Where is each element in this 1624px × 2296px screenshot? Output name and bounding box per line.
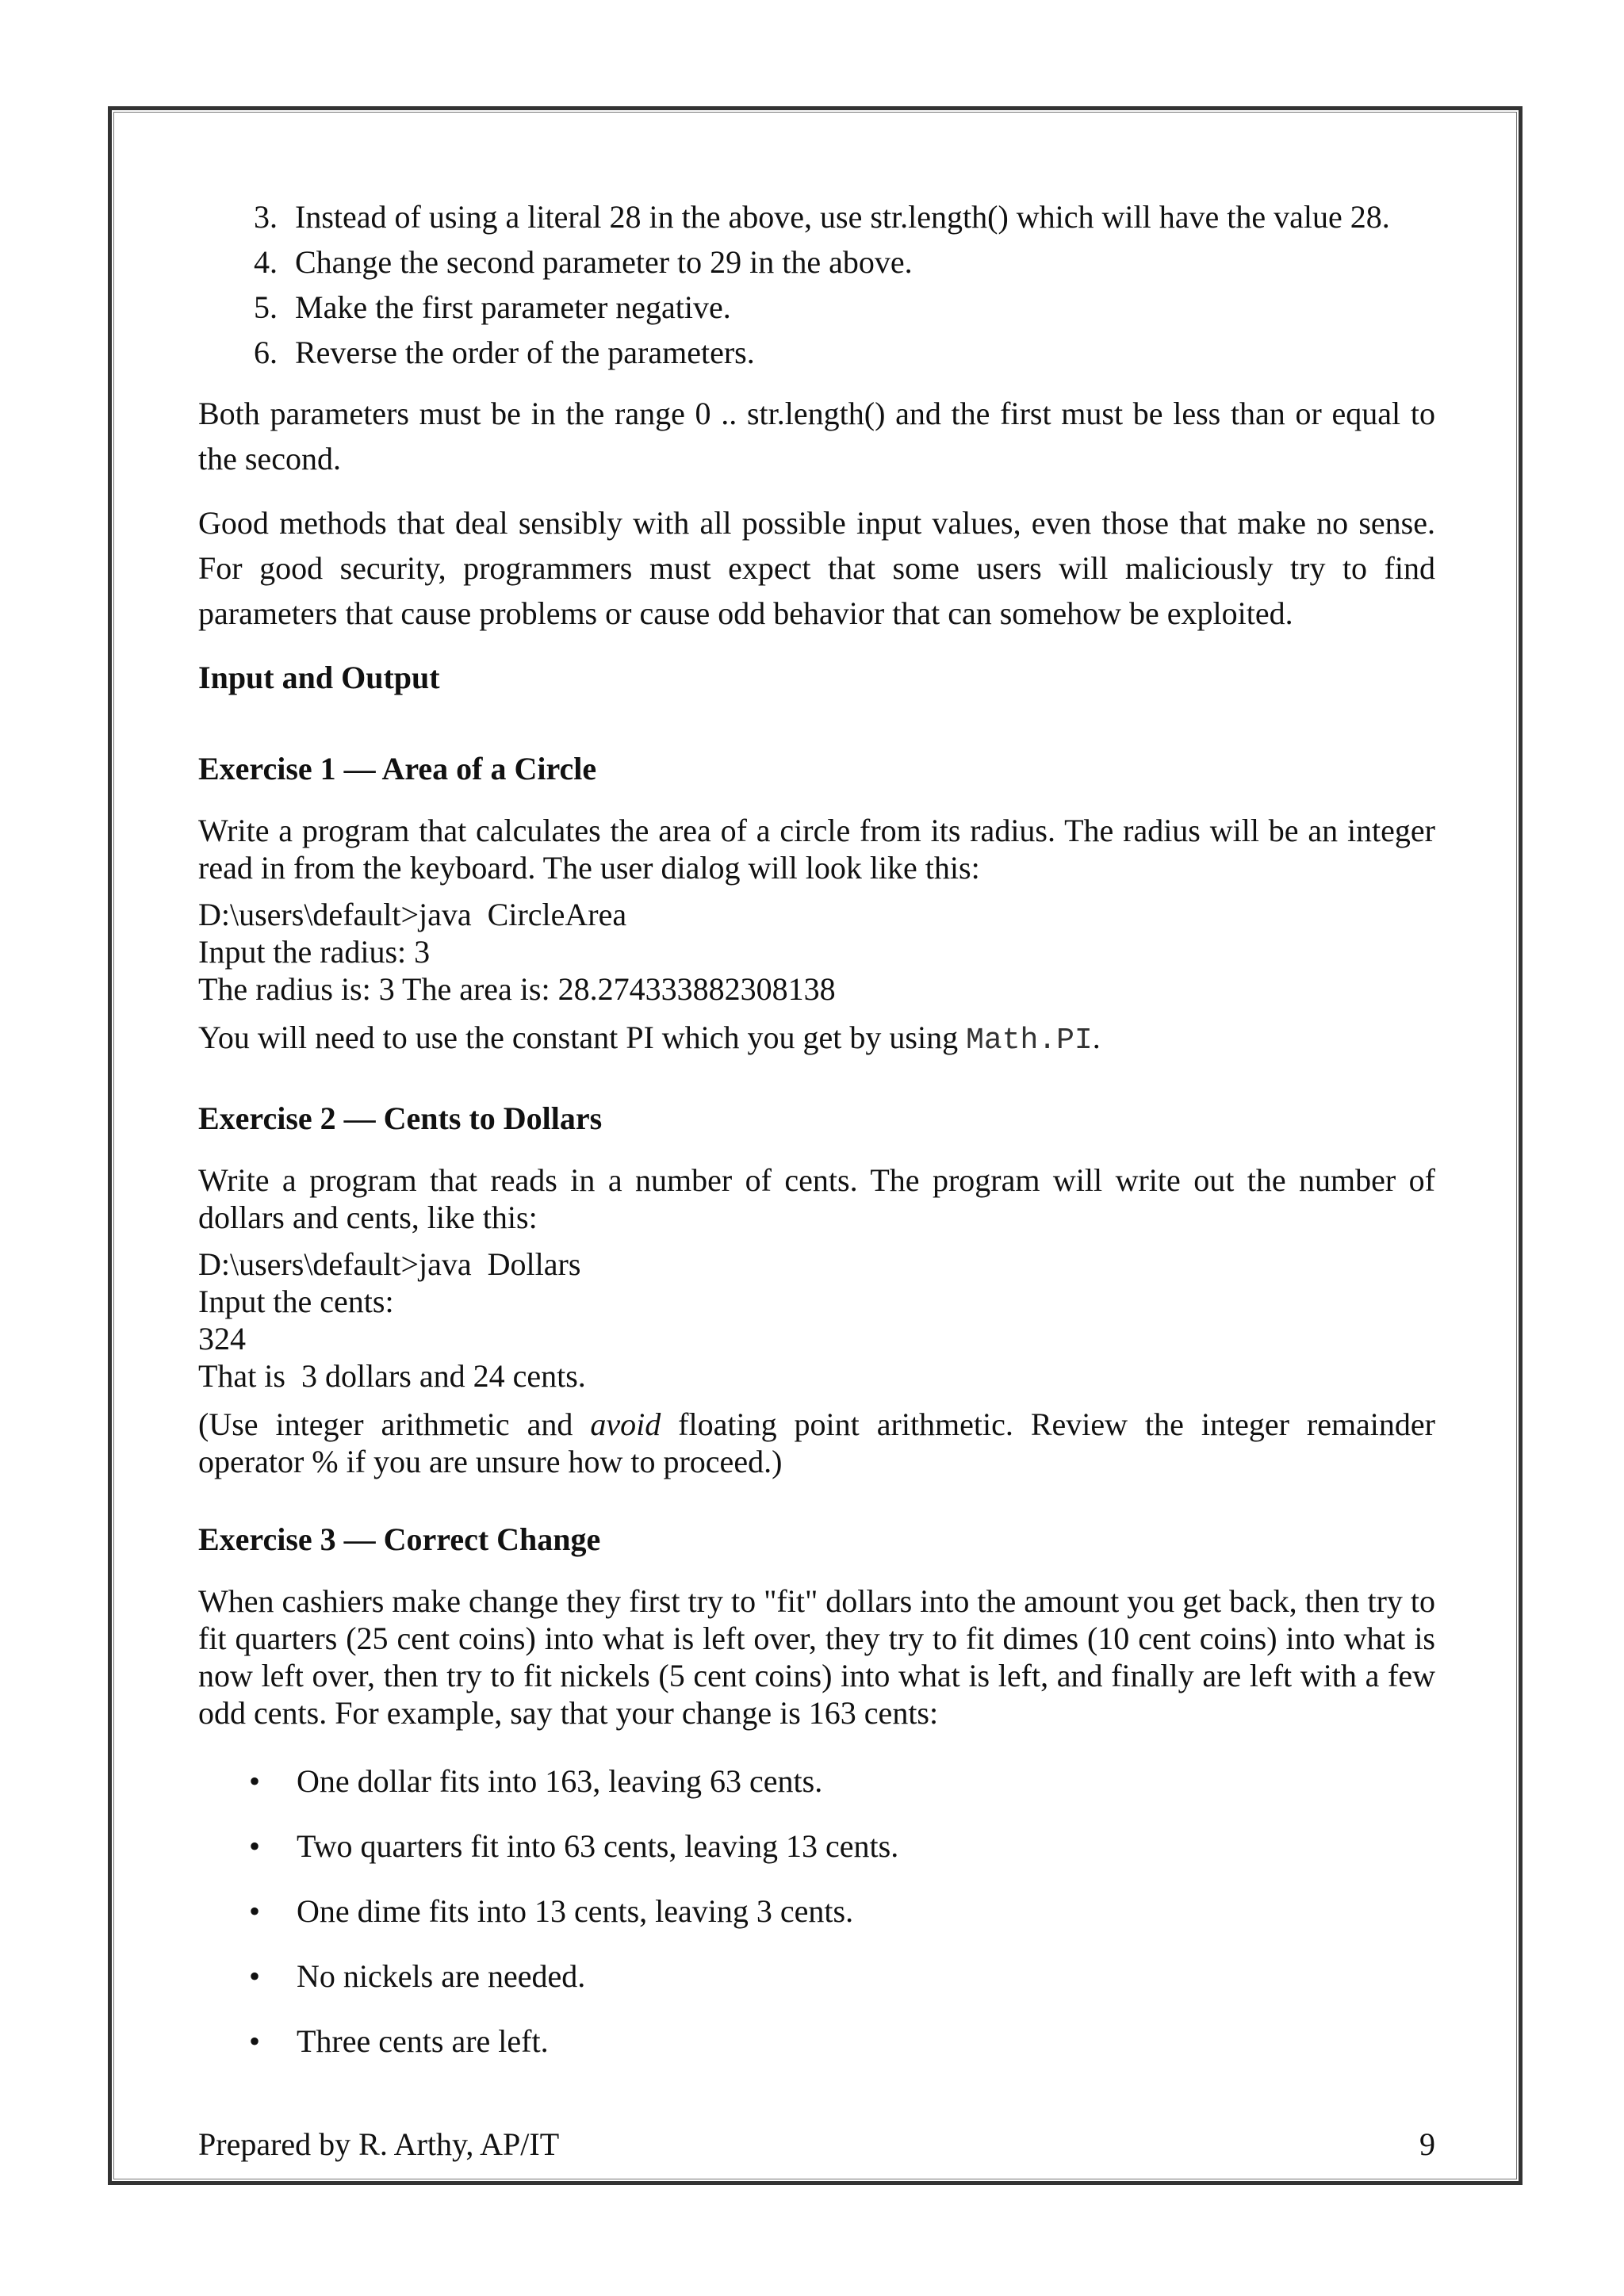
list-number: 5.: [254, 289, 278, 325]
dialog-line: 324: [198, 1321, 246, 1357]
bullet-item: [198, 1749, 1435, 1814]
page-content: [198, 194, 1435, 2074]
dialog-line: That is 3 dollars and 24 cents.: [198, 1358, 586, 1394]
list-number: 3.: [254, 199, 278, 235]
bullet-item: [198, 1944, 1435, 2009]
exercise-2-heading: Exercise 2 — Cents to Dollars: [198, 1100, 603, 1136]
list-number: 6.: [254, 335, 278, 370]
dialog-line: D:\users\default>java CircleArea: [198, 897, 627, 932]
exercise-1-description: Write a program that calculates the area of a circle from its radius. The radius will be an integer read in from the keyboard. The user dialog will look like this:: [198, 813, 1435, 886]
list-item-text: Instead of using a literal 28 in the above, use str.length() which will have the value 28.: [295, 199, 1390, 235]
bullet-icon: •: [249, 1828, 261, 1864]
dialog-line: Input the radius: 3: [198, 934, 431, 970]
list-item: [198, 285, 1435, 330]
note-text: floating point arithmetic. Review the integer remainder operator % if you are unsure how to proceed.): [198, 1406, 1435, 1479]
list-item-text: Reverse the order of the parameters.: [295, 335, 755, 370]
page-number: 9: [1419, 2126, 1435, 2162]
bullet-item: [198, 1879, 1435, 1944]
bullet-text: No nickels are needed.: [297, 1958, 586, 1994]
numbered-list: [198, 194, 1435, 375]
list-item-text: Change the second parameter to 29 in the above.: [295, 244, 913, 280]
bullet-icon: •: [249, 1893, 261, 1929]
dialog-line: The radius is: 3 The area is: 28.274333882308138: [198, 971, 836, 1007]
exercise-1-note: [198, 1019, 1435, 1059]
list-item: [198, 330, 1435, 375]
note-text: You will need to use the constant PI which you get by using: [198, 1020, 967, 1055]
change-bullet-list: [198, 1749, 1435, 2074]
emphasis-avoid: avoid: [590, 1406, 661, 1442]
section-heading: Input and Output: [198, 660, 440, 695]
list-item-text: Make the first parameter negative.: [295, 289, 731, 325]
list-item: [198, 239, 1435, 285]
bullet-text: One dollar fits into 163, leaving 63 cents.: [297, 1763, 823, 1799]
dialog-line: Input the cents:: [198, 1284, 394, 1319]
note-text: .: [1092, 1020, 1101, 1055]
exercise-1-heading: Exercise 1 — Area of a Circle: [198, 751, 597, 786]
page-footer: [198, 2125, 1435, 2164]
footer-author: Prepared by R. Arthy, AP/IT: [198, 2126, 560, 2162]
list-item: [198, 194, 1435, 239]
bullet-text: One dime fits into 13 cents, leaving 3 cents.: [297, 1893, 854, 1929]
paragraph-parameter-range: Both parameters must be in the range 0 .. str.length() and the first must be less than or equal to the second.: [198, 396, 1435, 476]
bullet-text: Two quarters fit into 63 cents, leaving 13 cents.: [297, 1828, 899, 1864]
exercise-2-dialog: [198, 1246, 1435, 1395]
exercise-3-heading: Exercise 3 — Correct Change: [198, 1521, 601, 1557]
bullet-item: [198, 2009, 1435, 2074]
list-number: 4.: [254, 244, 278, 280]
bullet-text: Three cents are left.: [297, 2023, 549, 2059]
dialog-line: D:\users\default>java Dollars: [198, 1246, 581, 1282]
exercise-2-description: Write a program that reads in a number of cents. The program will write out the number of dollars and cents, like this:: [198, 1162, 1435, 1235]
bullet-icon: •: [249, 2023, 261, 2059]
code-math-pi: Math.PI: [966, 1024, 1093, 1058]
exercise-1-dialog: [198, 896, 1435, 1008]
paragraph-good-methods: Good methods that deal sensibly with all possible input values, even those that make no sense. For good security, programmers must expect that some users will maliciously try to find parameters that cause problems or cause odd behavior that can somehow be exploited.: [198, 505, 1435, 631]
exercise-3-description: When cashiers make change they first try to "fit" dollars into the amount you get back, then try to fit quarters (25 cent coins) into what is left over, they try to fit dimes (10 cent coins) into what is now left over, then try to fit nickels (5 cent coins) into what is left, and finally are left with a few odd cents. For example, say that your change is 163 cents:: [198, 1583, 1435, 1731]
bullet-icon: •: [249, 1958, 261, 1994]
bullet-icon: •: [249, 1763, 261, 1799]
note-text: (Use integer arithmetic and: [198, 1406, 591, 1442]
exercise-2-note: [198, 1406, 1435, 1480]
bullet-item: [198, 1814, 1435, 1879]
